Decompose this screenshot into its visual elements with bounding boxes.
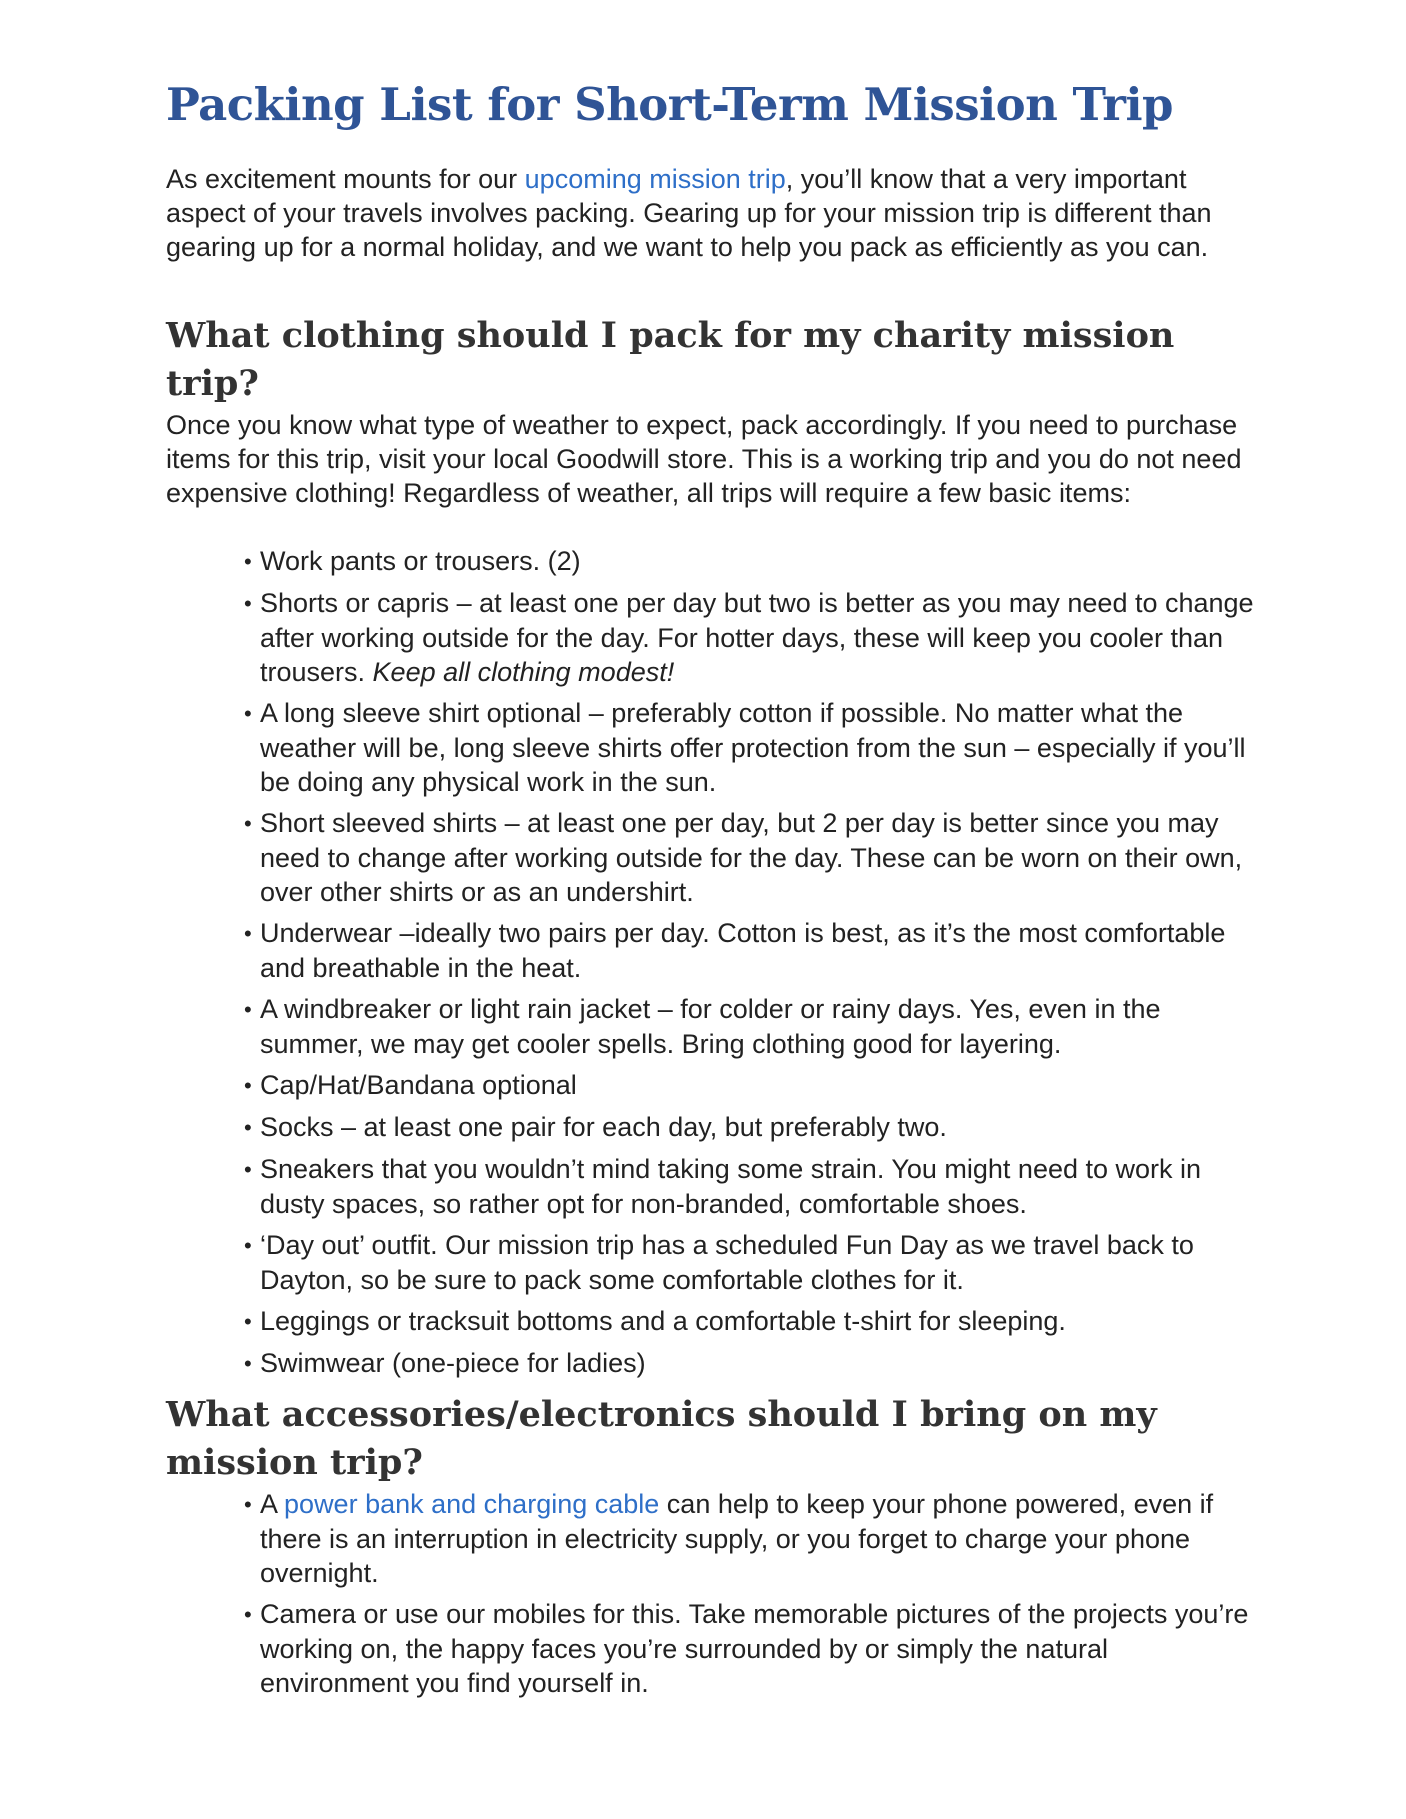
list-item: • Underwear –ideally two pairs per day. Cotton is best, as it’s the most comfortable and breathable in the heat.	[244, 918, 1226, 983]
bullet-icon: •	[244, 591, 252, 616]
list-item: • Work pants or trousers. (2)	[244, 544, 1256, 579]
list-item: • Swimwear (one-piece for ladies)	[244, 1346, 1256, 1381]
list-item: • A power bank and charging cable can help to keep your phone powered, even if there is an interruption in electricity supply, or you forget to charge your phone overnight.	[244, 1489, 1214, 1588]
bullet-icon: •	[244, 1492, 252, 1517]
bullet-icon: •	[244, 1309, 252, 1334]
list-item: • Socks – at least one pair for each day, but preferably two.	[244, 1110, 1256, 1145]
bullet-icon: •	[244, 1233, 252, 1258]
power-bank-link[interactable]: power bank and charging cable	[284, 1489, 660, 1519]
page-title: Packing List for Short-Term Mission Trip	[166, 78, 1174, 131]
bullet-icon: •	[244, 1157, 252, 1182]
list-item: • Sneakers that you wouldn’t mind taking some strain. You might need to work in dusty spaces, so rather opt for non-branded, comfortable shoes.	[244, 1154, 1202, 1219]
bullet-icon: •	[244, 549, 252, 574]
bullet-icon: •	[244, 811, 252, 836]
intro-text-end: , you’ll know that a very important aspect of your travels involves packing. Gearing up for your mission trip is different than gearing up for a normal holiday, and we want to help you pack as efficiently as you can.	[166, 164, 1212, 262]
bullet-icon: •	[244, 1115, 252, 1140]
list-item: • A windbreaker or light rain jacket – for colder or rainy days. Yes, even in the summer, we may get cooler spells. Bring clothing good for layering.	[244, 994, 1161, 1059]
intro-text-start: As excitement mounts for our	[166, 164, 525, 194]
list-item: • Short sleeved shirts – at least one per day, but 2 per day is better since you may need to change after working outside for the day. These can be worn on their own, over other shirts or as an undershirt.	[244, 808, 1243, 907]
bullet-icon: •	[244, 921, 252, 946]
list-item: • Cap/Hat/Bandana optional	[244, 1068, 1256, 1103]
clothing-list	[166, 544, 1256, 1381]
document-page	[166, 78, 1256, 1707]
bullet-icon: •	[244, 701, 252, 726]
list-item: • Leggings or tracksuit bottoms and a comfortable t-shirt for sleeping.	[244, 1304, 1256, 1339]
modesty-note: Keep all clothing modest!	[372, 657, 675, 687]
bullet-icon: •	[244, 1602, 252, 1627]
upcoming-mission-trip-link[interactable]: upcoming mission trip	[524, 164, 786, 194]
clothing-heading: What clothing should I pack for my charity mission trip?	[166, 315, 1175, 404]
bullet-icon: •	[244, 1073, 252, 1098]
clothing-paragraph: Once you know what type of weather to expect, pack accordingly. If you need to purchase items for this trip, visit your local Goodwill store. This is a working trip and you do not need expensive clothing! Regardless of weather, all trips will require a few basic items:	[166, 410, 1242, 508]
accessories-heading: What accessories/electronics should I bring on my mission trip?	[166, 1394, 1157, 1483]
bullet-icon: •	[244, 997, 252, 1022]
list-item: • Camera or use our mobiles for this. Take memorable pictures of the projects you’re working on, the happy faces you’re surrounded by or simply the natural environment you find yourself in.	[244, 1599, 1249, 1698]
list-item: • Shorts or capris – at least one per day but two is better as you may need to change after working outside for the day. For hotter days, these will keep you cooler than trousers. Keep all clothing modest!	[244, 588, 1254, 687]
intro-paragraph	[166, 162, 1256, 264]
list-item: • ‘Day out’ outfit. Our mission trip has a scheduled Fun Day as we travel back to Dayton, so be sure to pack some comfortable clothes for it.	[244, 1230, 1194, 1295]
bullet-icon: •	[244, 1351, 252, 1376]
accessories-list	[166, 1487, 1256, 1700]
list-item: • A long sleeve shirt optional – preferably cotton if possible. No matter what the weather will be, long sleeve shirts offer protection from the sun – especially if you’ll be doing any physical work in the sun.	[244, 698, 1246, 797]
